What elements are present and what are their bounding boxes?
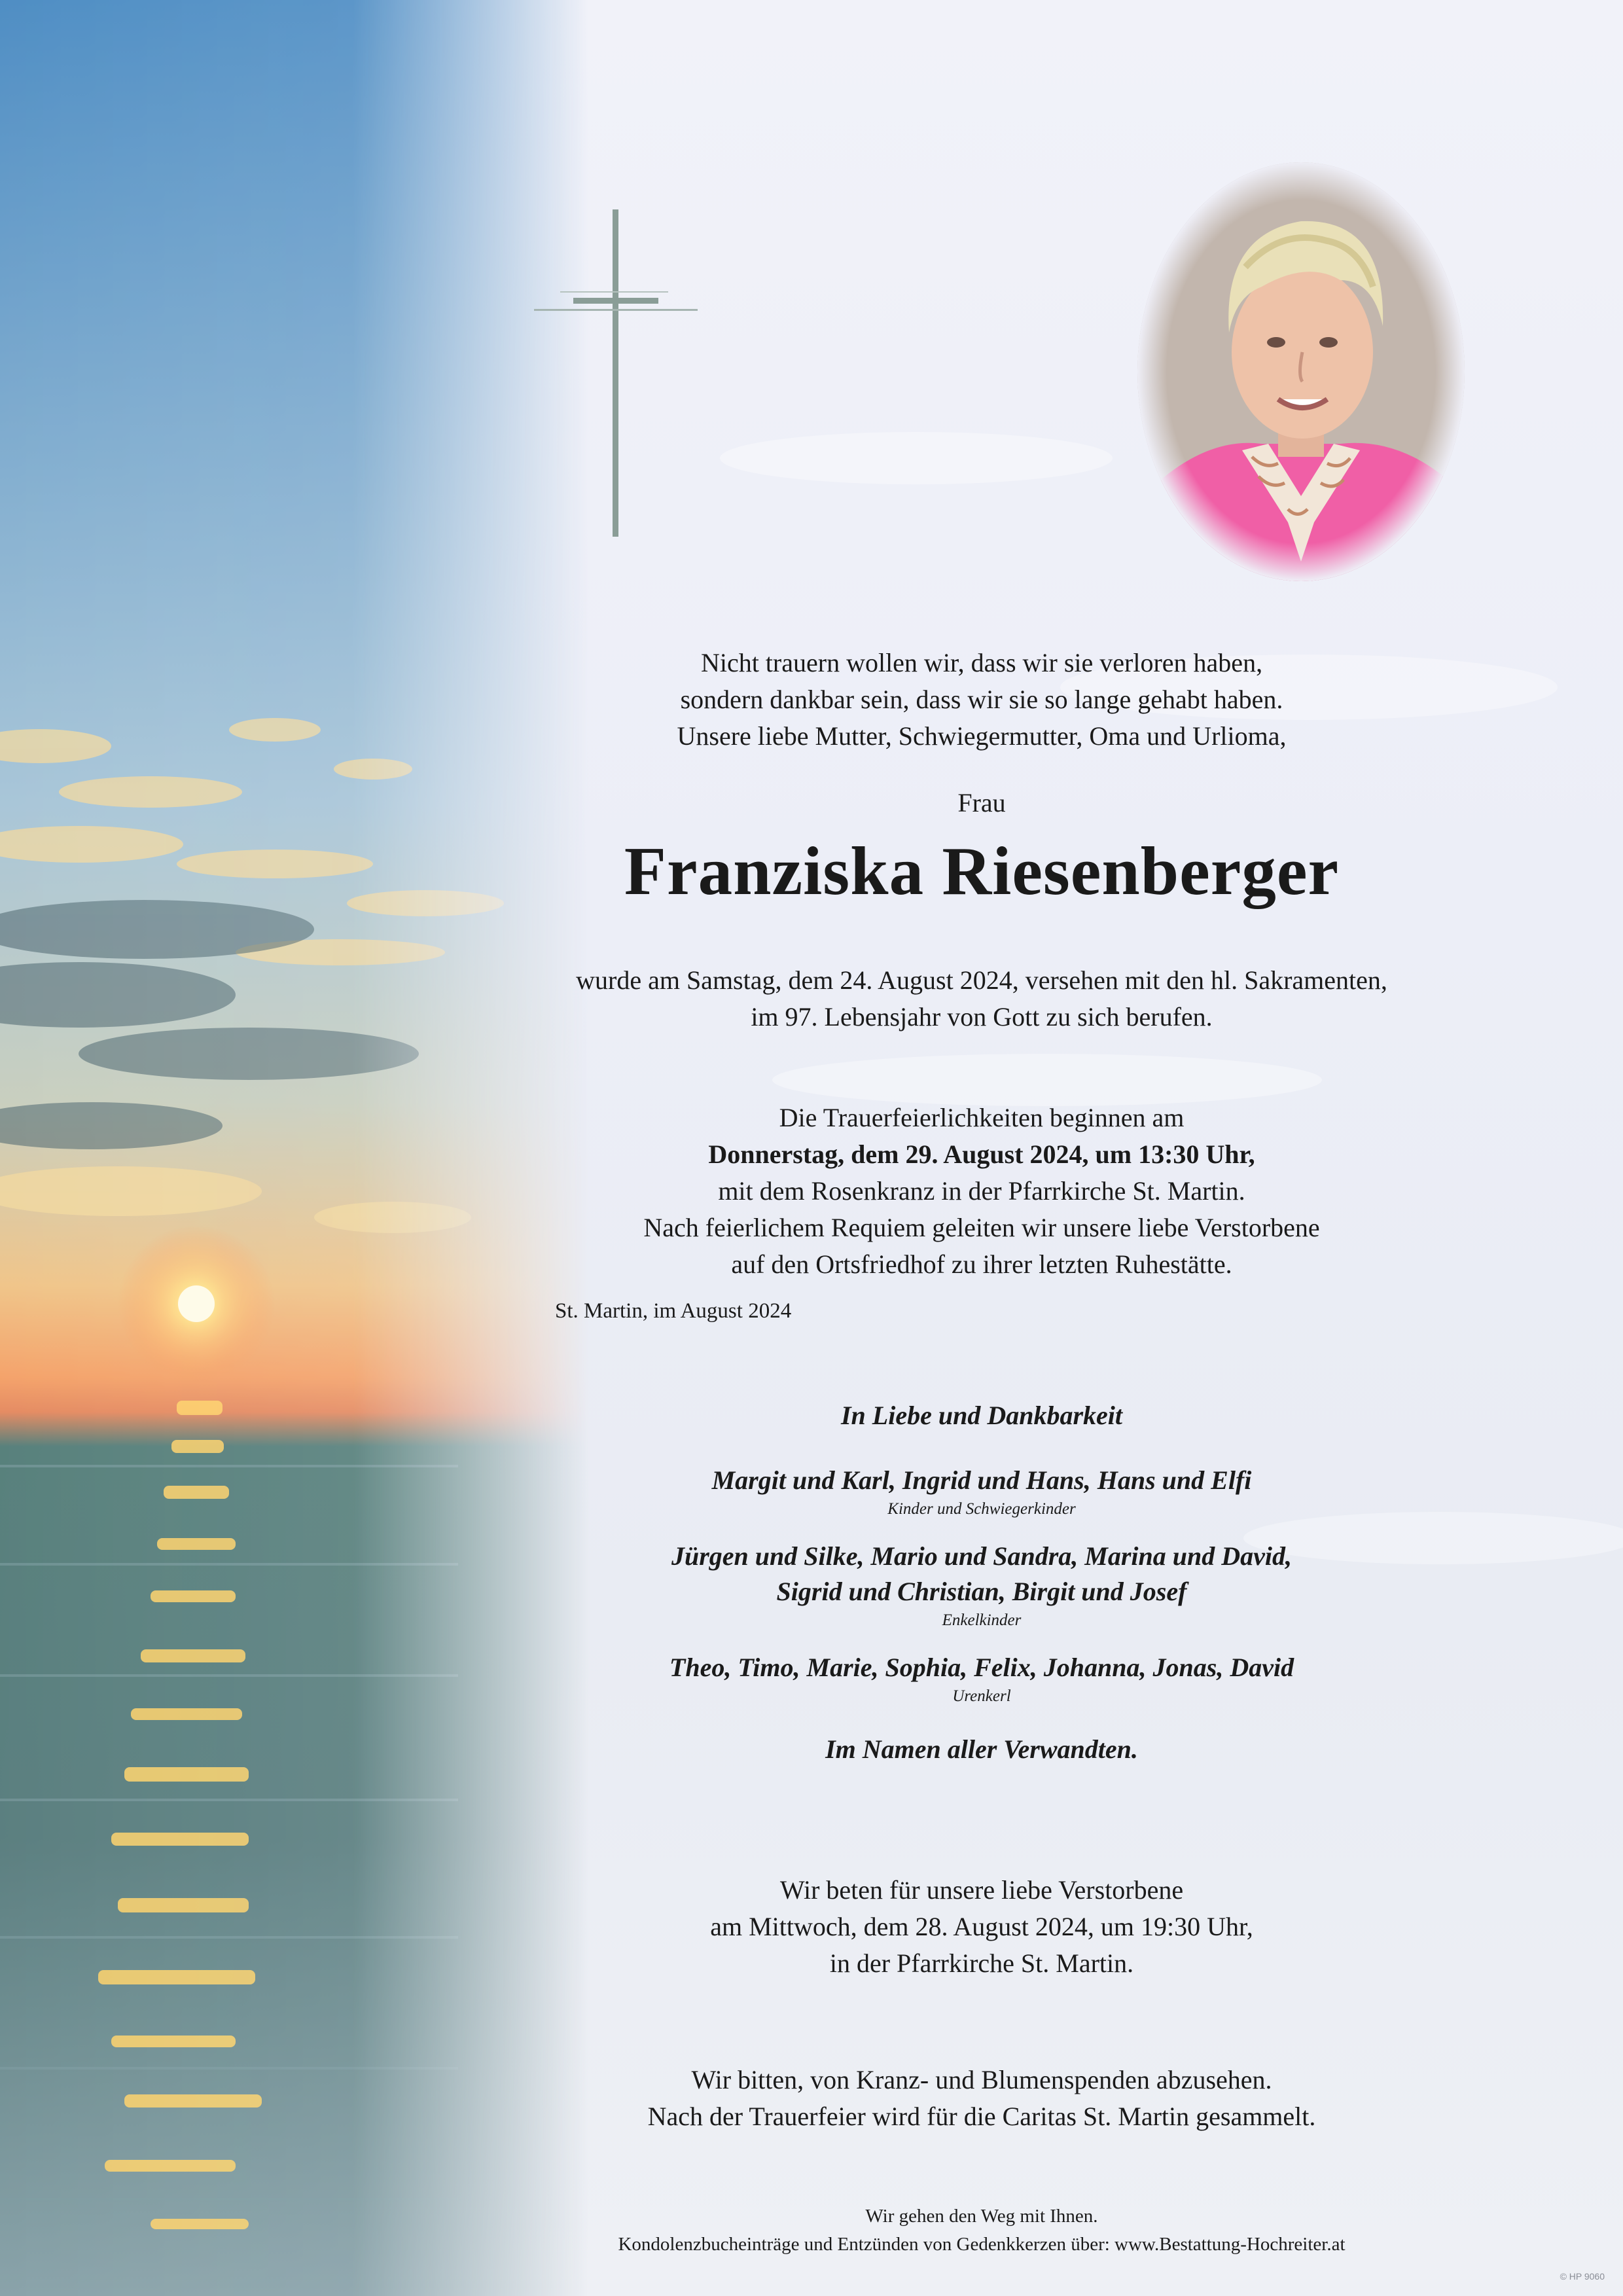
- template-code: © HP 9060: [1560, 2271, 1605, 2282]
- great-grandchildren-role: Urenkerl: [952, 1687, 1011, 1705]
- rosary-line: am Mittwoch, dem 28. August 2024, um 19:30 Uhr,: [710, 1912, 1253, 1941]
- rosary-details: [458, 1872, 1505, 1982]
- death-line: im 97. Lebensjahr von Gott zu sich berufen.: [751, 1002, 1213, 1031]
- cross-icon: [534, 209, 704, 537]
- funeral-date: Donnerstag, dem 29. August 2024, um 13:30 Uhr,: [708, 1139, 1255, 1169]
- funeral-line: auf den Ortsfriedhof zu ihrer letzten Ruhestätte.: [731, 1249, 1232, 1279]
- footer-slogan: Wir gehen den Weg mit Ihnen.: [865, 2206, 1098, 2227]
- portrait-photo: [1131, 156, 1471, 588]
- poem-line: Nicht trauern wollen wir, dass wir sie verloren haben,: [700, 648, 1263, 677]
- footer-website-line: Kondolenzbucheinträge und Entzünden von Gedenkkerzen über: www.Bestattung-Hochreiter.at: [618, 2234, 1346, 2255]
- deceased-name: Franziska Riesenberger: [624, 833, 1340, 909]
- rosary-line: in der Pfarrkirche St. Martin.: [829, 1948, 1134, 1978]
- grandchildren-role: Enkelkinder: [942, 1611, 1022, 1629]
- request-line: Wir bitten, von Kranz- und Blumenspenden abzusehen.: [691, 2065, 1272, 2094]
- opening-poem: [458, 645, 1505, 755]
- funeral-details: [458, 1100, 1505, 1283]
- death-line: wurde am Samstag, dem 24. August 2024, versehen mit den hl. Sakramenten,: [576, 965, 1387, 995]
- grandchildren-names: Jürgen und Silke, Mario und Sandra, Marina und David,: [671, 1541, 1293, 1571]
- funeral-line: Die Trauerfeierlichkeiten beginnen am: [779, 1103, 1185, 1132]
- death-announcement: [458, 962, 1505, 1035]
- great-grandchildren-names: Theo, Timo, Marie, Sophia, Felix, Johanna, Jonas, David: [669, 1653, 1294, 1682]
- children-role: Kinder und Schwiegerkinder: [887, 1500, 1076, 1518]
- mourners-closing: Im Namen aller Verwandten.: [825, 1734, 1138, 1764]
- poem-line: Unsere liebe Mutter, Schwiegermutter, Oma und Urlioma,: [677, 721, 1287, 751]
- place-date: St. Martin, im August 2024: [555, 1299, 792, 1323]
- poem-line: sondern dankbar sein, dass wir sie so lange gehabt haben.: [680, 685, 1283, 714]
- rosary-line: Wir beten für unsere liebe Verstorbene: [779, 1875, 1184, 1905]
- donation-request: [458, 2062, 1505, 2135]
- mourners-heading: In Liebe und Dankbarkeit: [840, 1401, 1123, 1430]
- funeral-line: mit dem Rosenkranz in der Pfarrkirche St. Martin.: [718, 1176, 1245, 1206]
- funeral-home-footer: [458, 2202, 1505, 2259]
- funeral-line: Nach feierlichem Requiem geleiten wir unsere liebe Verstorbene: [643, 1213, 1320, 1242]
- title-prefix: Frau: [957, 788, 1006, 817]
- grandchildren-names: Sigrid und Christian, Birgit und Josef: [776, 1577, 1187, 1606]
- request-line: Nach der Trauerfeier wird für die Caritas St. Martin gesammelt.: [647, 2102, 1316, 2131]
- children-names: Margit und Karl, Ingrid und Hans, Hans und Elfi: [711, 1465, 1252, 1495]
- mourners-list: [458, 1397, 1505, 1768]
